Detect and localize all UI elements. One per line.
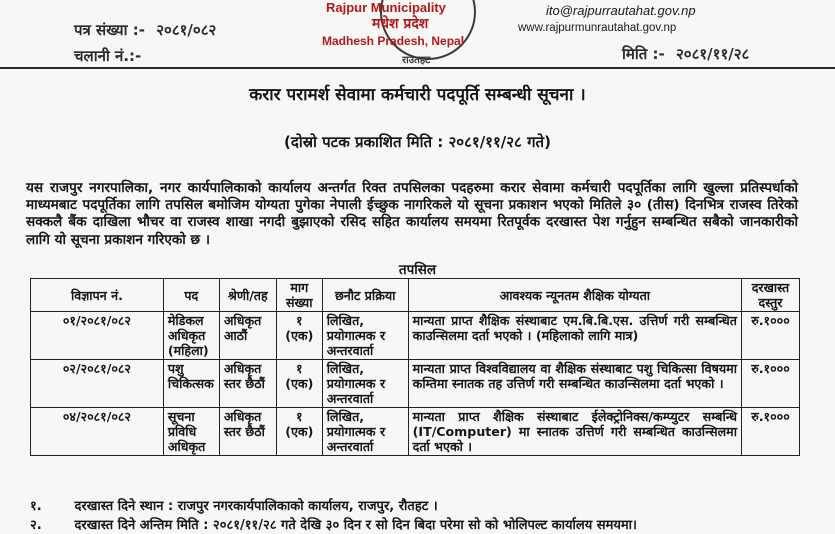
cell-level: अधिकृत स्तर छैठौं [219, 408, 276, 456]
seal-text-np-place: राउतहट [402, 55, 431, 66]
cell-post: पशु चिकित्सक [163, 360, 219, 408]
header-post: पद [163, 279, 219, 312]
email-address: ito@rajpurrautahat.gov.np [546, 3, 696, 18]
seal-text-np-mid: मधेश प्रदेश [372, 16, 429, 32]
footnote-2 [30, 515, 637, 533]
patra-label: पत्र संख्या :- [74, 21, 145, 39]
cell-level: अधिकृत आठौं [219, 312, 276, 360]
chalani-number [74, 46, 141, 66]
cell-demand: १ (एक) [276, 312, 322, 360]
miti-value: २०८१/११/२८ [675, 45, 750, 63]
cell-process: लिखित, प्रयोगात्मक र अन्तरवार्ता [322, 408, 408, 456]
cell-ad-no: ०४/२०८१/०८२ [31, 408, 164, 456]
cell-ad-no: ०१/२०८१/०८२ [31, 312, 164, 360]
header-demand: माग संख्या [276, 279, 322, 312]
header-qualification: आवश्यक न्यूनतम शैक्षिक योग्यता [408, 279, 741, 312]
cell-post: मेडिकल अधिकृत (महिला) [163, 312, 219, 360]
seal-text-en-top: Rajpur Municipality [326, 0, 446, 15]
notice-subtitle: (दोस्रो पटक प्रकाशित मिति : २०८१/११/२८ गते) [284, 133, 551, 151]
header-rule [0, 67, 835, 69]
cell-process: लिखित, प्रयोगात्मक र अन्तरवार्ता [322, 360, 408, 408]
chalani-label: चलानी नं.:- [74, 47, 142, 65]
cell-process: लिखित, प्रयोगात्मक र अन्तरवार्ता [322, 312, 408, 360]
cell-demand: १ (एक) [276, 360, 322, 408]
footnote-number: २. [30, 518, 42, 533]
table-row [31, 312, 800, 360]
footnote-text: दरखास्त दिने स्थान : राजपुर नगरकार्यपालिकाको कार्यालय, राजपुर, रौतहट । [74, 499, 438, 514]
header-fee: दरखास्त दस्तुर [741, 279, 799, 312]
table-caption: तपसिल [398, 262, 437, 278]
header-ad-no: विज्ञापन नं. [31, 279, 164, 312]
cell-level: अधिकृत स्तर छैठौं [219, 360, 276, 408]
header-process: छनौट प्रक्रिया [322, 279, 408, 312]
header-level: श्रेणी/तह [219, 279, 276, 312]
cell-fee: रु.१००० [741, 360, 799, 408]
cell-qualification: मान्यता प्राप्त शैक्षिक संस्थाबाट ईलेक्ट्रोनिक्स/कम्प्युटर सम्बन्धि (IT/Computer) मा स्नातक उत्तिर्ण गरी सम्बन्धित काउन्सिलमा दर्ता भएको । [408, 408, 741, 456]
miti-label: मिति :- [622, 45, 665, 63]
table-header-row [31, 279, 800, 312]
patra-value: २०८१/०८२ [156, 21, 217, 39]
vacancy-table [30, 278, 800, 456]
patra-sankhya [74, 20, 216, 40]
notice-body: यस राजपुर नगरपालिका, नगर कार्यपालिकाको कार्यालय अन्तर्गत रिक्त तपसिलका पदहरुमा करार सेवामा कर्मचारी पदपूर्तिका लागि खुल्ला प्रतिस्पर्धाको माध्यमबाट पदपूर्तिका लागि तपसिल बमोजिम योग्यता पुगेका नेपाली ईच्छुक नागरिकले यो सूचना प्रकाशन भएको मितिले ३० (तीस) दिनभित्र राजस्व तिरेको सक्कलै बैंक दाखिला भौचर वा राजस्व शाखा नगदी बुझाएको रसिद सहित कार्यालय समयमा रितपूर्वक दरखास्त पेश गर्नुहुन सम्बन्धित सबैको जानकारीको लागि यो सूचना प्रकाशन गरिएको छ । [26, 180, 798, 248]
table-row [31, 360, 800, 408]
footnote-text: दरखास्त दिने अन्तिम मिति : २०८१/११/२८ गते देखि ३० दिन र सो दिन बिदा परेमा सो को भोलिपल्ट कार्यालय समयमा। [74, 518, 637, 533]
cell-post: सूचना प्रविधि अधिकृत [163, 408, 219, 456]
miti-date [622, 44, 749, 64]
website-address: www.rajpurmunrautahat.gov.np [518, 22, 677, 34]
notice-title: करार परामर्श सेवामा कर्मचारी पदपूर्ति सम्बन्धी सूचना । [249, 85, 586, 105]
footnote-1 [30, 496, 438, 514]
cell-qualification: मान्यता प्राप्त शैक्षिक संस्थाबाट एम.बि.बि.एस. उत्तिर्ण गरी सम्बन्धित काउन्सिलमा दर्ता भएको । (महिलाको लागि मात्र) [408, 312, 741, 360]
table-row [31, 408, 800, 456]
cell-demand: १ (एक) [276, 408, 322, 456]
municipality-seal [318, 0, 508, 72]
cell-ad-no: ०२/२०८१/०८२ [31, 360, 164, 408]
cell-fee: रु.१००० [741, 408, 799, 456]
footnote-number: १. [30, 499, 42, 514]
cell-fee: रु.१००० [741, 312, 799, 360]
cell-qualification: मान्यता प्राप्त विश्वविद्यालय वा शैक्षिक संस्थाबाट पशु चिकित्सा विषयमा कम्तिमा स्नातक तह उत्तिर्ण गरी सम्बन्धित काउन्सिलमा दर्ता भएको । [408, 360, 741, 408]
seal-text-en-bottom: Madhesh Pradesh, Nepal [322, 34, 465, 48]
